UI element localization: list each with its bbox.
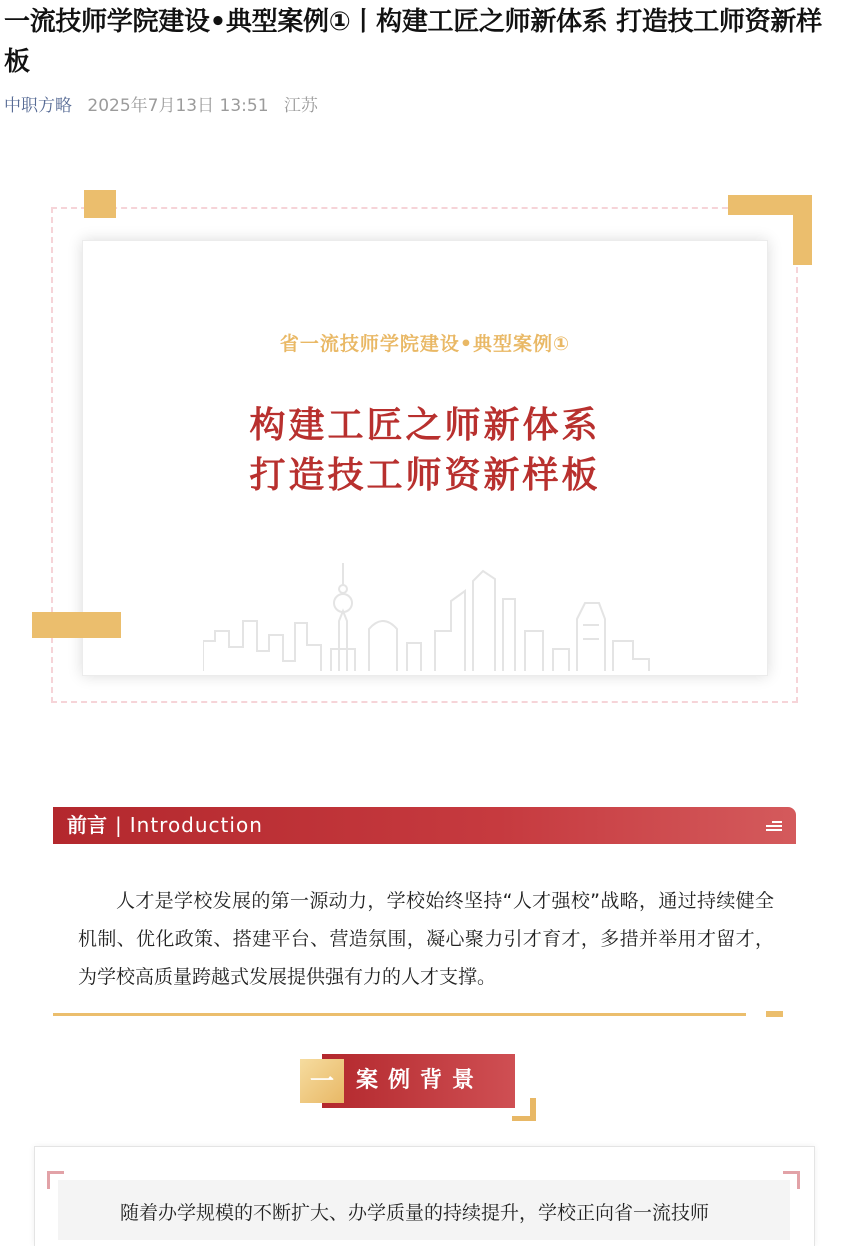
intro-label-divider: |	[115, 813, 122, 837]
intro-paragraph: 人才是学校发展的第一源动力，学校始终坚持“人才强校”战略，通过持续健全机制、优化政策、搭建平台、营造氛围，凝心聚力引才育才，多措并举用才留才，为学校高质量跨越式发展提供强有力的人才支撑。	[78, 890, 774, 988]
cover-headline-line2: 打造技工师资新样板	[249, 455, 601, 496]
intro-header-bar	[53, 807, 796, 844]
intro-label-zh: 前言	[67, 813, 107, 837]
cover-deco-corner	[793, 195, 812, 265]
cover-headline-line1: 构建工匠之师新体系	[249, 405, 601, 446]
intro-divider-tip	[766, 1011, 783, 1017]
section-heading-box	[322, 1054, 515, 1108]
case-background-text: 随着办学规模的不断扩大、办学质量的持续提升，学校正向省一流技师	[120, 1202, 710, 1224]
article-meta	[4, 93, 318, 119]
cover-deco-block	[84, 190, 116, 218]
publish-location: 江苏	[283, 96, 318, 116]
intro-divider-rule	[53, 1013, 746, 1016]
article-title: 一流技师学院建设•典型案例①丨构建工匠之师新体系 打造技工师资新样板	[4, 7, 822, 77]
cover-subtitle: 省一流技师学院建设•典型案例①	[279, 333, 571, 355]
section-deco-corner	[512, 1116, 536, 1121]
account-name-link[interactable]: 中职方略	[4, 96, 72, 116]
publish-time: 2025年7月13日 13:51	[87, 96, 269, 116]
section-heading-label: 案例背景	[356, 1068, 485, 1093]
intro-label-en: Introduction	[129, 813, 263, 837]
case-corner-mark	[47, 1171, 64, 1174]
city-skyline-illustration	[203, 561, 663, 676]
cover-deco-block	[32, 612, 121, 638]
intro-label	[67, 807, 263, 844]
cover-image	[82, 240, 768, 676]
section-number: 一	[310, 1067, 334, 1095]
section-number-box	[300, 1059, 344, 1103]
case-corner-mark	[783, 1171, 800, 1174]
menu-lines-icon	[766, 821, 782, 831]
